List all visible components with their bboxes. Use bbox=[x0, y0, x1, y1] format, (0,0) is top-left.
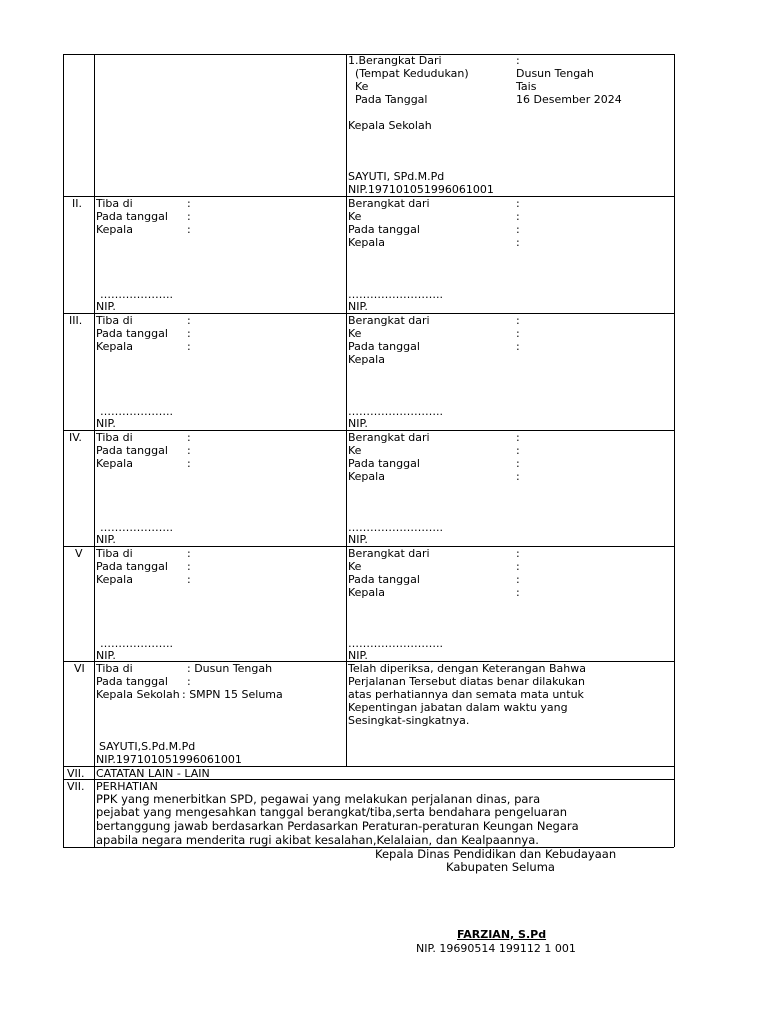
colon: : bbox=[516, 470, 520, 483]
attention-line: PPK yang menerbitkan SPD, pegawai yang melakukan perjalanan dinas, para bbox=[96, 792, 541, 806]
table-line bbox=[63, 54, 64, 847]
departure-label: Berangkat dari bbox=[348, 314, 430, 327]
principal-nip: NIP.197101051996061001 bbox=[96, 753, 242, 766]
head-label: Kepala bbox=[96, 457, 133, 470]
departure-from-value: Dusun Tengah bbox=[516, 67, 594, 80]
colon: : bbox=[187, 560, 191, 573]
row-number: III. bbox=[69, 314, 83, 327]
colon: : bbox=[187, 197, 191, 210]
signature-dots: …………………….. bbox=[348, 521, 443, 534]
departure-label: Berangkat dari bbox=[348, 431, 430, 444]
colon: : bbox=[516, 210, 520, 223]
date-label: Pada Tanggal bbox=[355, 93, 428, 106]
arrival-label: Tiba di bbox=[96, 547, 133, 560]
date-label: Pada tanggal bbox=[96, 675, 168, 688]
colon: : bbox=[187, 210, 191, 223]
principal-title: Kepala Sekolah bbox=[348, 119, 432, 132]
colon: : bbox=[516, 236, 520, 249]
arrival-label: Tiba di bbox=[96, 662, 133, 675]
colon: : bbox=[187, 431, 191, 444]
place-of-residence-label: (Tempat Kedudukan) bbox=[355, 67, 469, 80]
colon: : bbox=[187, 340, 191, 353]
verification-line: Sesingkat-singkatnya. bbox=[348, 714, 470, 727]
colon: : bbox=[516, 547, 520, 560]
nip-label: NIP. bbox=[348, 417, 368, 430]
departure-label: Berangkat dari bbox=[348, 547, 430, 560]
colon: : bbox=[516, 431, 520, 444]
verification-line: Kepentingan jabatan dalam waktu yang bbox=[348, 701, 568, 714]
head-label: Kepala bbox=[96, 340, 133, 353]
signature-dots: …………………….. bbox=[348, 288, 443, 301]
arrival-label: Tiba di bbox=[96, 431, 133, 444]
principal-nip: NIP.197101051996061001 bbox=[348, 183, 494, 196]
colon: : bbox=[516, 327, 520, 340]
date-label: Pada tanggal bbox=[348, 223, 420, 236]
official-nip: NIP. 19690514 199112 1 001 bbox=[416, 942, 576, 955]
colon: : bbox=[187, 314, 191, 327]
arrival-value: : Dusun Tengah bbox=[187, 662, 273, 675]
signature-dots: ……………….. bbox=[100, 637, 173, 650]
other-notes-label: CATATAN LAIN - LAIN bbox=[96, 767, 210, 780]
date-value: 16 Desember 2024 bbox=[516, 93, 622, 106]
colon: : bbox=[187, 223, 191, 236]
row-number: II. bbox=[72, 197, 82, 210]
row-number: IV. bbox=[69, 431, 82, 444]
head-label: Kepala bbox=[348, 470, 385, 483]
signature-dots: ……………….. bbox=[100, 521, 173, 534]
colon: : bbox=[187, 444, 191, 457]
verification-line: Perjalanan Tersebut diatas benar dilakukan bbox=[348, 675, 585, 688]
principal-name: SAYUTI, SPd.M.Pd bbox=[348, 170, 445, 183]
attention-title: PERHATIAN bbox=[96, 780, 158, 793]
arrival-label: Tiba di bbox=[96, 197, 133, 210]
head-label: Kepala bbox=[348, 236, 385, 249]
verification-line: atas perhatiannya dan semata mata untuk bbox=[348, 688, 584, 701]
colon: : bbox=[187, 457, 191, 470]
signature-dots: …………………….. bbox=[348, 405, 443, 418]
row-number: V bbox=[75, 547, 83, 560]
official-name: FARZIAN, S.Pd bbox=[457, 928, 547, 941]
date-label: Pada tanggal bbox=[348, 457, 420, 470]
head-label: Kepala bbox=[96, 223, 133, 236]
colon: : bbox=[187, 327, 191, 340]
colon: : bbox=[516, 314, 520, 327]
attention-line: apabila negara menderita rugi akibat kesalahan,Kelalaian, dan Kealpaannya. bbox=[96, 833, 539, 847]
signature-dots: …………………….. bbox=[348, 637, 443, 650]
office-title: Kepala Dinas Pendidikan dan Kebudayaan bbox=[375, 847, 617, 861]
destination-label: Ke bbox=[348, 327, 362, 340]
date-label: Pada tanggal bbox=[96, 444, 168, 457]
destination-label: Ke bbox=[348, 210, 362, 223]
departure-from-label: 1.Berangkat Dari bbox=[348, 54, 442, 67]
row-number: VII. bbox=[67, 767, 85, 780]
nip-label: NIP. bbox=[96, 417, 116, 430]
colon: : bbox=[187, 547, 191, 560]
attention-line: bertanggung jawab berdasarkan Perdasarkan Peraturan-peraturan Keungan Negara bbox=[96, 819, 579, 833]
colon: : bbox=[516, 457, 520, 470]
row-number: VI bbox=[74, 662, 85, 675]
nip-label: NIP. bbox=[348, 533, 368, 546]
departure-label: Berangkat dari bbox=[348, 197, 430, 210]
table-line bbox=[94, 54, 95, 847]
date-label: Pada tanggal bbox=[96, 210, 168, 223]
nip-label: NIP. bbox=[348, 649, 368, 662]
verification-line: Telah diperiksa, dengan Keterangan Bahwa bbox=[348, 662, 586, 675]
date-label: Pada tanggal bbox=[96, 560, 168, 573]
destination-label: Ke bbox=[348, 444, 362, 457]
colon: : bbox=[516, 54, 520, 67]
table-line bbox=[346, 54, 347, 766]
nip-label: NIP. bbox=[96, 649, 116, 662]
head-label: Kepala bbox=[96, 573, 133, 586]
colon: : bbox=[516, 197, 520, 210]
principal-label: Kepala Sekolah bbox=[96, 688, 180, 701]
office-region: Kabupaten Seluma bbox=[446, 860, 555, 874]
colon: : bbox=[187, 675, 191, 688]
attention-line: pejabat yang mengesahkan tanggal berangkat/tiba,serta bendahara pengeluaran bbox=[96, 805, 568, 819]
head-label: Kepala bbox=[348, 353, 385, 366]
signature-dots: ……………….. bbox=[100, 405, 173, 418]
nip-label: NIP. bbox=[96, 533, 116, 546]
head-label: Kepala bbox=[348, 586, 385, 599]
colon: : bbox=[516, 560, 520, 573]
destination-label: Ke bbox=[348, 560, 362, 573]
date-label: Pada tanggal bbox=[348, 340, 420, 353]
nip-label: NIP. bbox=[348, 300, 368, 313]
row-number: VII. bbox=[67, 780, 85, 793]
date-label: Pada tanggal bbox=[96, 327, 168, 340]
school-value: : SMPN 15 Seluma bbox=[182, 688, 283, 701]
table-line bbox=[674, 54, 675, 847]
principal-name: SAYUTI,S.Pd.M.Pd bbox=[99, 740, 196, 753]
date-label: Pada tanggal bbox=[348, 573, 420, 586]
arrival-label: Tiba di bbox=[96, 314, 133, 327]
signature-dots: ……………….. bbox=[100, 288, 173, 301]
destination-label: Ke bbox=[355, 80, 369, 93]
colon: : bbox=[187, 573, 191, 586]
colon: : bbox=[516, 444, 520, 457]
destination-value: Tais bbox=[516, 80, 537, 93]
colon: : bbox=[516, 223, 520, 236]
colon: : bbox=[516, 586, 520, 599]
colon: : bbox=[516, 340, 520, 353]
nip-label: NIP. bbox=[96, 300, 116, 313]
colon: : bbox=[516, 573, 520, 586]
